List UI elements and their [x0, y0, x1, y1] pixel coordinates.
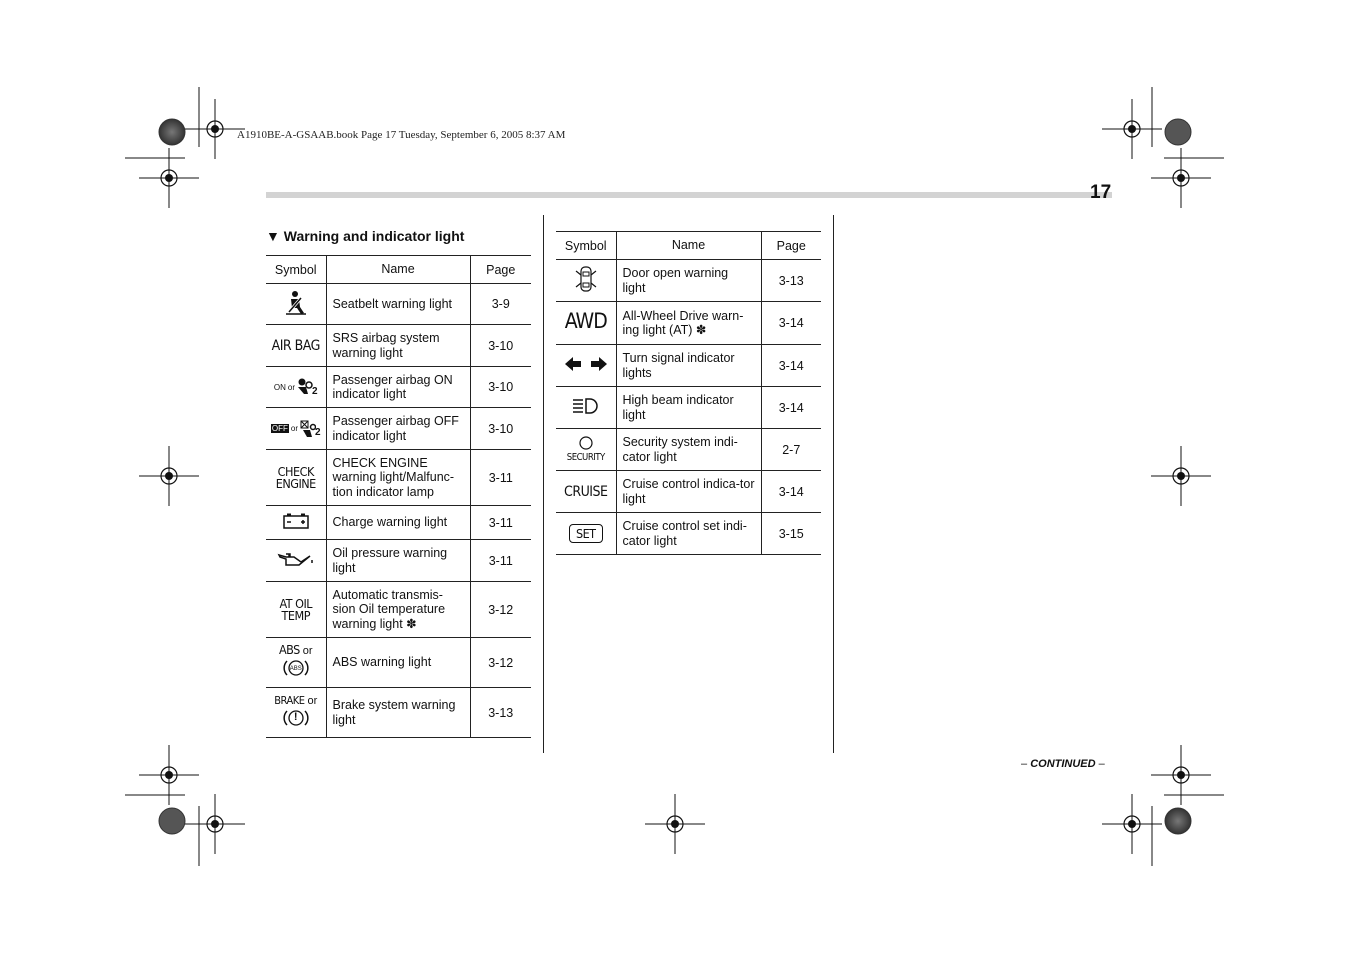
table-row	[266, 638, 531, 688]
row-page: 3-13	[470, 688, 531, 738]
table-row	[266, 688, 531, 738]
security-icon: SECURITY	[558, 435, 614, 464]
row-page: 3-12	[470, 582, 531, 638]
row-name: High beam indicator light	[616, 387, 761, 429]
row-page: 3-14	[761, 302, 821, 345]
header-bar	[266, 192, 1112, 198]
cruise-set-icon: SET	[569, 524, 603, 543]
door-open-icon	[573, 264, 599, 294]
table-header-row	[556, 232, 821, 260]
column-header-name: Name	[326, 256, 470, 284]
turn-signal-icon	[564, 356, 608, 372]
section-title-text: Warning and indicator light	[283, 228, 465, 244]
seatbelt-icon	[283, 290, 309, 316]
table-row	[266, 284, 531, 325]
row-name: Charge warning light	[326, 506, 470, 540]
row-page: 3-14	[761, 471, 821, 513]
table-row	[556, 345, 821, 387]
column-divider-left	[543, 215, 544, 753]
table-row	[266, 450, 531, 506]
table-row	[266, 540, 531, 582]
row-page: 3-10	[470, 408, 531, 450]
row-name: All-Wheel Drive warn-ing light (AT) ✽	[616, 302, 761, 345]
table-row	[266, 506, 531, 540]
column-header-page: Page	[470, 256, 531, 284]
row-page: 3-10	[470, 367, 531, 408]
row-name: Passenger airbag OFF indicator light	[326, 408, 470, 450]
cruise-icon: CRUISE	[564, 483, 608, 500]
row-page: 3-11	[470, 540, 531, 582]
row-page: 2-7	[761, 429, 821, 471]
row-page: 3-10	[470, 325, 531, 367]
table-row	[266, 367, 531, 408]
passenger-icon	[297, 378, 313, 396]
row-page: 3-14	[761, 345, 821, 387]
book-file-info: A1910BE-A-GSAAB.book Page 17 Tuesday, September 6, 2005 8:37 AM	[237, 129, 566, 141]
table-row	[556, 513, 821, 555]
passenger-off-icon	[300, 420, 316, 438]
warning-lights-table-left	[266, 255, 531, 738]
row-name: Brake system warning light	[326, 688, 470, 738]
row-page: 3-15	[761, 513, 821, 555]
column-header-symbol: Symbol	[556, 232, 616, 260]
security-circle-icon	[578, 435, 594, 451]
column-divider-right	[833, 215, 834, 753]
at-oil-temp-icon: AT OIL TEMP	[279, 595, 313, 623]
row-name: Passenger airbag ON indicator light	[326, 367, 470, 408]
continued-label: – CONTINUED –	[1021, 758, 1105, 770]
row-page: 3-9	[470, 284, 531, 325]
row-page: 3-11	[470, 506, 531, 540]
table-header-row	[266, 256, 531, 284]
section-title	[266, 228, 464, 244]
row-page: 3-11	[470, 450, 531, 506]
high-beam-icon	[571, 397, 601, 415]
triangle-marker-icon: ▼	[266, 228, 280, 244]
table-row	[266, 325, 531, 367]
column-header-page: Page	[761, 232, 821, 260]
row-name: Security system indi-cator light	[616, 429, 761, 471]
row-name: CHECK ENGINE warning light/Malfunc-tion indicator lamp	[326, 450, 470, 506]
table-row	[556, 302, 821, 345]
abs-icon: ABS or ABS	[268, 644, 324, 681]
column-header-symbol: Symbol	[266, 256, 326, 284]
table-row	[556, 260, 821, 302]
table-row	[556, 471, 821, 513]
page-number: 17	[1090, 182, 1112, 203]
warning-lights-table-right	[556, 231, 821, 555]
battery-icon	[283, 513, 309, 529]
passenger-airbag-off-icon: OFF or 2	[271, 419, 321, 438]
awd-icon: AWD	[564, 309, 607, 333]
row-name: Automatic transmis-sion Oil temperature warning light ✽	[326, 582, 470, 638]
row-name: Door open warning light	[616, 260, 761, 302]
row-page: 3-13	[761, 260, 821, 302]
row-name: Cruise control set indi-cator light	[616, 513, 761, 555]
row-name: Cruise control indica-tor light	[616, 471, 761, 513]
table-row	[556, 387, 821, 429]
row-page: 3-12	[470, 638, 531, 688]
table-row	[266, 408, 531, 450]
passenger-airbag-on-icon: ON or 2	[274, 378, 318, 397]
airbag-icon: AIR BAG	[271, 337, 320, 354]
row-page: 3-14	[761, 387, 821, 429]
row-name: Turn signal indicator lights	[616, 345, 761, 387]
brake-icon: BRAKE or !	[268, 694, 324, 731]
table-row	[266, 582, 531, 638]
row-name: Oil pressure warning light	[326, 540, 470, 582]
oil-can-icon	[277, 551, 315, 567]
check-engine-icon: CHECK ENGINE	[275, 463, 316, 491]
column-header-name: Name	[616, 232, 761, 260]
row-name: SRS airbag system warning light	[326, 325, 470, 367]
row-name: ABS warning light	[326, 638, 470, 688]
row-name: Seatbelt warning light	[326, 284, 470, 325]
table-row	[556, 429, 821, 471]
